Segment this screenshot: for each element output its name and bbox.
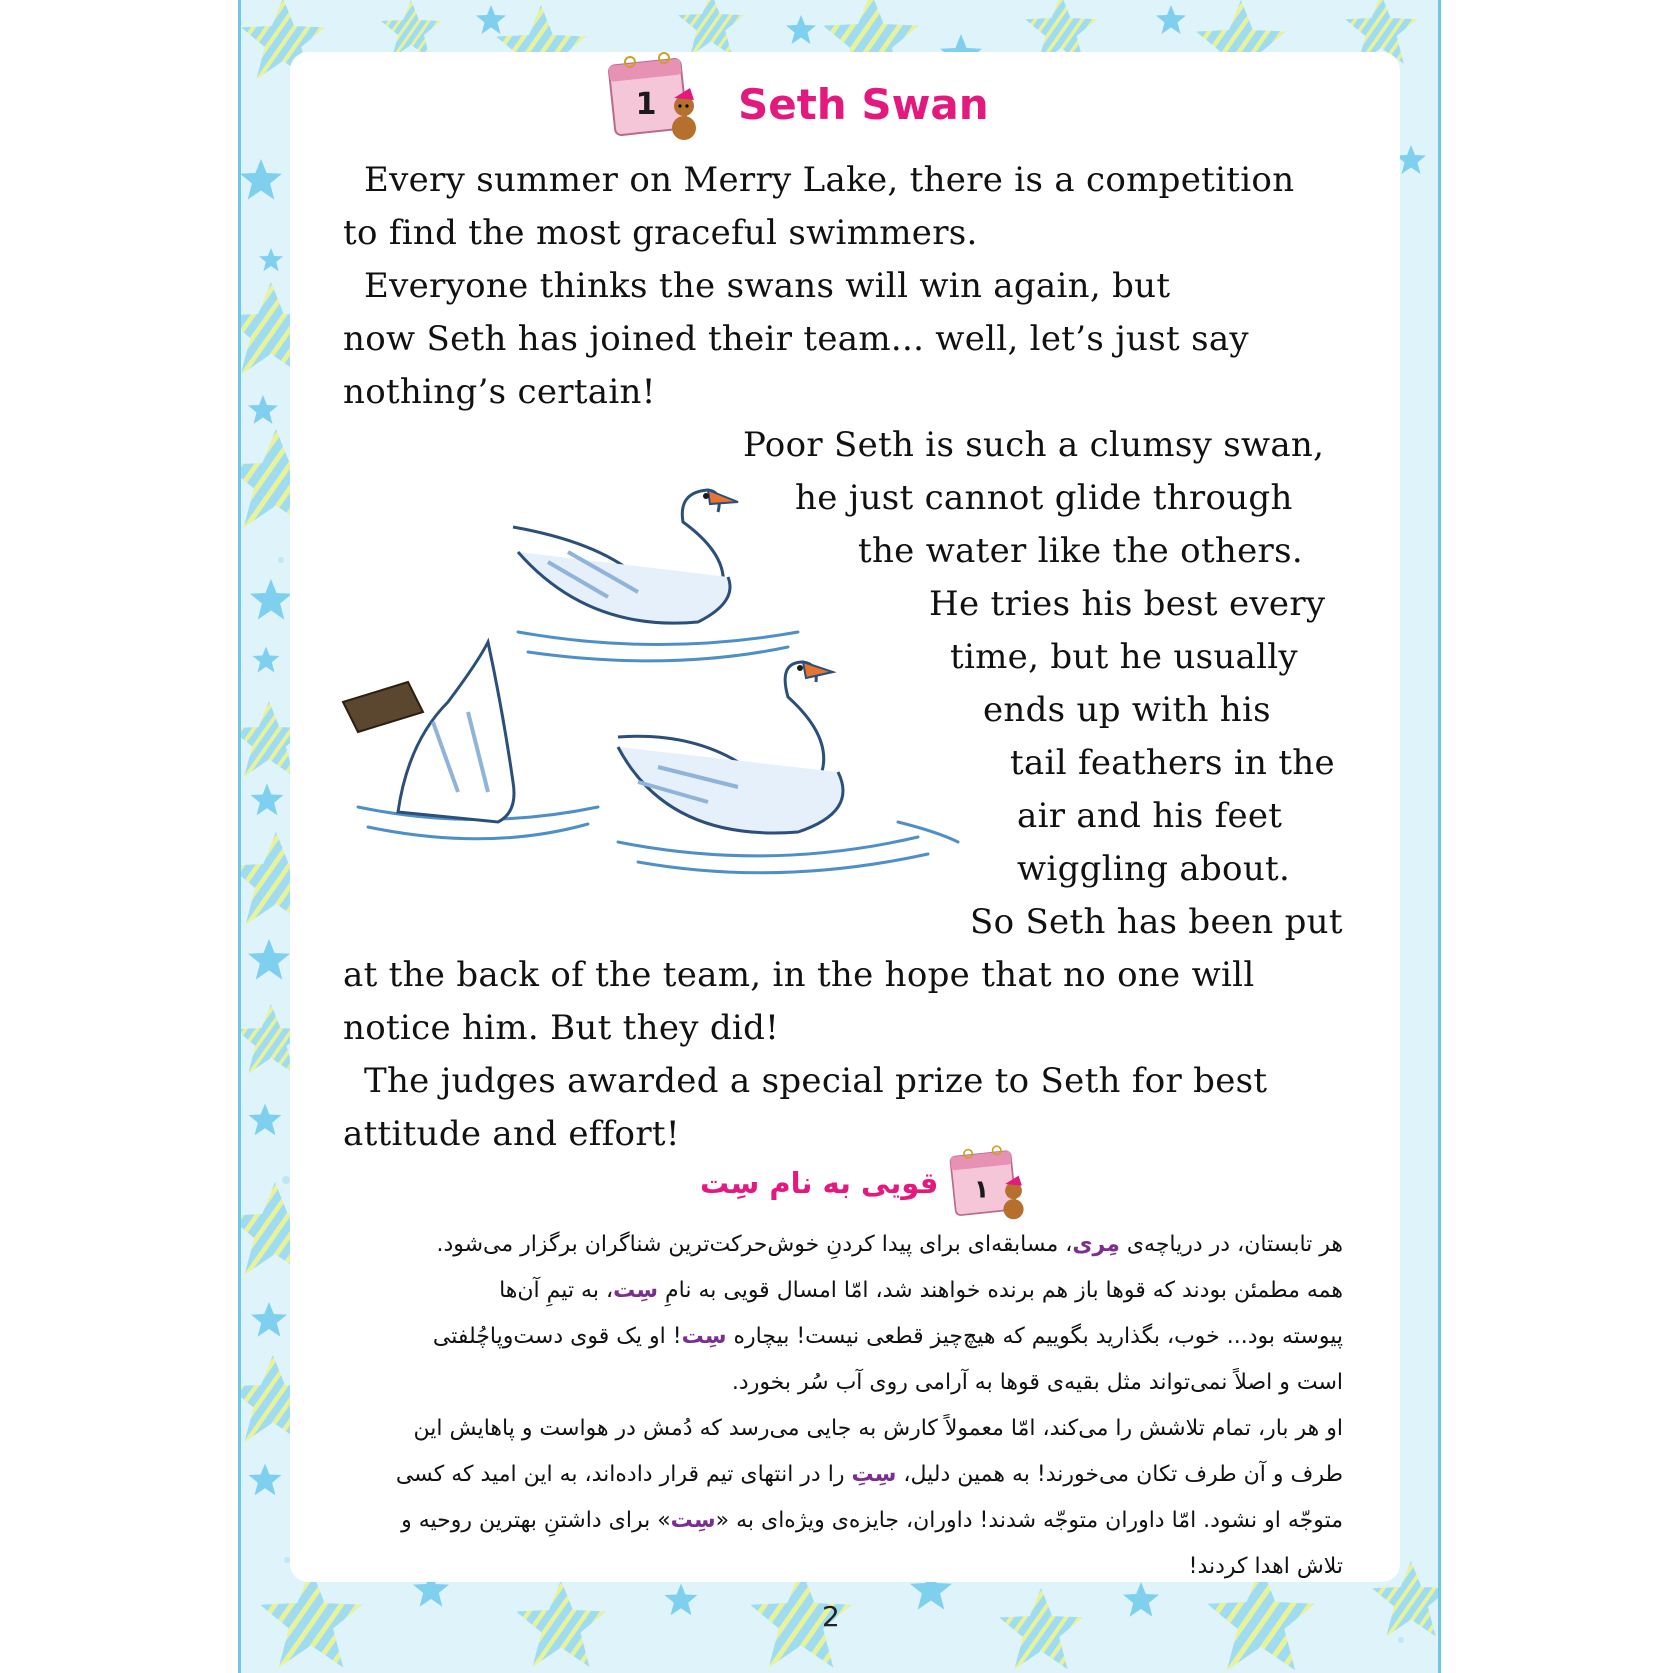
text-line: at the back of the team, in the hope that no one will	[343, 955, 1255, 995]
persian-text: متوجّه او نشود. امّا داوران متوجّه شدند! داوران، جایزه‌ی ویژه‌ای به «	[715, 1508, 1343, 1533]
story-title: Seth Swan	[738, 80, 989, 129]
text-line: to find the most graceful swimmers.	[343, 213, 978, 253]
persian-text: ! او یک قوی دست‌وپاچُلفتی	[432, 1324, 682, 1349]
persian-line	[499, 1278, 1343, 1303]
text-line: He tries his best every	[929, 584, 1326, 624]
persian-text: پیوسته بود... خوب، بگذارید بگوییم که هیچ‌چیز قطعی نیست! بیچاره	[726, 1324, 1343, 1349]
calendar-number-persian: ۱	[973, 1174, 990, 1204]
persian-text: همه مطمئن بودند که قوها باز هم برنده خواهند شد، امّا امسال قویی به نامِ	[658, 1278, 1343, 1303]
swans-illustration	[338, 482, 998, 922]
persian-text: طرف و آن طرف تکان می‌خورند! به همین دلیل،	[896, 1462, 1343, 1487]
page-number: 2	[822, 1600, 840, 1633]
text-line: ends up with his	[983, 690, 1271, 730]
persian-name-highlight: سِت	[670, 1508, 716, 1533]
text-line: now Seth has joined their team... well, let’s just say	[343, 319, 1249, 359]
persian-text: » برای داشتنِ بهترین روحیه و	[401, 1508, 671, 1533]
text-line: wiggling about.	[1017, 849, 1291, 889]
text-line: Every summer on Merry Lake, there is a competition	[364, 160, 1295, 200]
text-line: he just cannot glide through	[795, 478, 1293, 518]
persian-line: است و اصلاً نمی‌تواند مثل بقیه‌ی قوها به آرامی روی آب سُر بخورد.	[731, 1370, 1343, 1395]
persian-name-highlight: مِری	[1072, 1232, 1120, 1257]
text-line: The judges awarded a special prize to Seth for best	[364, 1061, 1268, 1101]
text-line: Everyone thinks the swans will win again, but	[364, 266, 1171, 306]
persian-name-highlight: سِتِ	[851, 1462, 897, 1487]
persian-name-highlight: سِت	[681, 1324, 727, 1349]
text-line: time, but he usually	[950, 637, 1298, 677]
persian-line	[401, 1508, 1343, 1533]
text-line: the water like the others.	[858, 531, 1303, 571]
text-line: nothing’s certain!	[343, 372, 656, 412]
calendar-number: 1	[635, 87, 657, 122]
persian-title: قویی به نام سِت	[700, 1166, 939, 1200]
text-line: attitude and effort!	[343, 1114, 680, 1154]
text-line: So Seth has been put	[970, 902, 1343, 942]
persian-text: هر تابستان، در دریاچه‌ی	[1119, 1232, 1343, 1257]
persian-line	[433, 1324, 1343, 1349]
persian-line: تلاش اهدا کردند!	[1188, 1554, 1343, 1579]
text-line: Poor Seth is such a clumsy swan,	[743, 425, 1325, 465]
persian-text: ، مسابقه‌ای برای پیدا کردنِ خوش‌حرکت‌ترین شناگران برگزار می‌شود.	[436, 1232, 1073, 1257]
text-line: air and his feet	[1017, 796, 1283, 836]
persian-line: او هر بار، تمام تلاشش را می‌کند، امّا معمولاً کارش به جایی می‌رسد که دُمش در هواست و پاهایش این	[413, 1416, 1343, 1441]
calendar-bear-icon-persian	[948, 1142, 1032, 1226]
persian-text: را در انتهای تیم قرار داده‌اند، به این امید که کسی	[395, 1462, 852, 1487]
text-line: tail feathers in the	[1010, 743, 1335, 783]
text-line: notice him. But they did!	[343, 1008, 780, 1048]
persian-line	[436, 1232, 1343, 1257]
calendar-bear-icon	[606, 48, 706, 148]
persian-name-highlight: سِت	[613, 1278, 659, 1303]
persian-text: ، به تیمِ آن‌ها	[499, 1278, 614, 1303]
persian-line	[396, 1462, 1343, 1487]
